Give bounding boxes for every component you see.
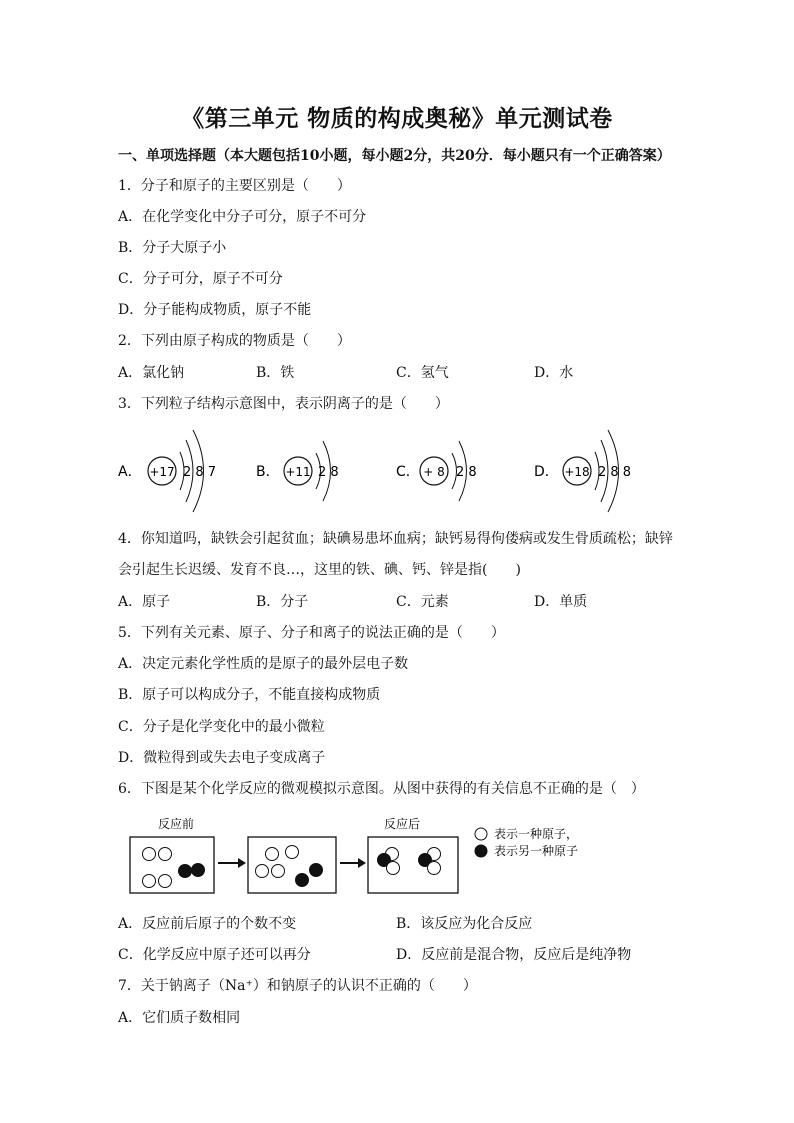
question-2-option-b[interactable]: B．铁 xyxy=(256,365,295,381)
question-1-option-d[interactable]: D．分子能构成物质，原子不能 xyxy=(118,302,312,318)
question-6-stem: 6．下图是某个化学反应的微观模拟示意图。从图中获得的有关信息不正确的是（ ） xyxy=(118,781,645,797)
question-4-option-b[interactable]: B．分子 xyxy=(256,594,309,610)
question-5-option-b[interactable]: B．原子可以构成分子，不能直接构成物质 xyxy=(118,687,381,703)
atom-c-letter: C． xyxy=(396,464,420,480)
question-4-option-a[interactable]: A．原子 xyxy=(118,594,171,610)
atom-diagram-b[interactable] xyxy=(256,441,339,501)
atom-diagram-a[interactable] xyxy=(118,430,216,512)
question-6-option-b[interactable]: B．该反应为化合反应 xyxy=(396,916,533,932)
atom-d-nucleus: +18 xyxy=(564,465,590,479)
atom-a-shells: 2 8 7 xyxy=(183,465,217,480)
question-6-option-a[interactable]: A．反应前后原子的个数不变 xyxy=(118,916,297,932)
page-title: 《第三单元 物质的构成奥秘》单元测试卷 xyxy=(181,105,613,132)
question-5-stem: 5．下列有关元素、原子、分子和离子的说法正确的是（ ） xyxy=(118,625,505,641)
reaction-diagram xyxy=(0,812,794,902)
question-6-option-d[interactable]: D．反应前是混合物，反应后是纯净物 xyxy=(396,947,632,963)
atom-diagram-c[interactable] xyxy=(396,441,477,501)
atom-d-shells: 2 8 8 xyxy=(598,465,632,480)
question-2-stem: 2．下列由原子构成的物质是（ ） xyxy=(118,333,351,349)
atom-a-letter: A． xyxy=(118,464,142,480)
question-2-option-a[interactable]: A．氯化钠 xyxy=(118,365,185,381)
question-7-option-a[interactable]: A．它们质子数相同 xyxy=(118,1010,241,1026)
atom-b-shells: 2 8 xyxy=(318,465,339,480)
reaction-box-before xyxy=(130,837,214,893)
question-4-stem-line1: 4．你知道吗，缺铁会引起贫血；缺碘易患坏血病；缺钙易得佝偻病或发生骨质疏松；缺锌 xyxy=(118,531,673,547)
label-after-reaction: 反应后 xyxy=(383,817,421,831)
question-1-stem: 1．分子和原子的主要区别是（ ） xyxy=(118,178,351,194)
atom-a-nucleus: +17 xyxy=(149,465,175,479)
atom-c-nucleus: + 8 xyxy=(423,465,445,479)
question-4-stem-line2: 会引起生长迟缓、发育不良…，这里的铁、碘、钙、锌是指( ) xyxy=(118,562,521,578)
atom-diagram-d[interactable] xyxy=(534,430,631,512)
question-1-option-a[interactable]: A．在化学变化中分子可分，原子不可分 xyxy=(118,209,367,225)
question-5-option-c[interactable]: C．分子是化学变化中的最小微粒 xyxy=(118,719,325,735)
question-3-stem: 3．下列粒子结构示意图中，表示阴离子的是（ ） xyxy=(118,396,449,412)
atom-c-shells: 2 8 xyxy=(456,465,477,480)
reaction-box-after xyxy=(368,837,458,893)
section-heading: 一、单项选择题（本大题包括10小题，每小题2分，共20分．每小题只有一个正确答案） xyxy=(118,148,671,164)
reaction-legend xyxy=(475,827,578,858)
question-6-option-c[interactable]: C．化学反应中原子还可以再分 xyxy=(118,947,311,963)
question-1-option-c[interactable]: C．分子可分，原子不可分 xyxy=(118,271,283,287)
question-4-option-d[interactable]: D．单质 xyxy=(534,594,588,610)
atom-b-letter: B． xyxy=(256,464,280,480)
reaction-box-middle xyxy=(248,837,336,893)
question-7-stem: 7．关于钠离子（Na⁺）和钠原子的认识不正确的（ ） xyxy=(118,978,477,994)
question-2-option-c[interactable]: C．氢气 xyxy=(396,365,449,381)
arrow-icon xyxy=(218,858,246,868)
arrow-icon xyxy=(340,858,366,868)
atom-structure-diagrams xyxy=(0,420,794,525)
question-1-option-b[interactable]: B．分子大原子小 xyxy=(118,240,227,256)
legend-black-atom: 表示另一种原子 xyxy=(494,844,579,858)
question-5-option-d[interactable]: D．微粒得到或失去电子变成离子 xyxy=(118,750,326,766)
question-2-option-d[interactable]: D．水 xyxy=(534,365,574,381)
question-5-option-a[interactable]: A．决定元素化学性质的是原子的最外层电子数 xyxy=(118,656,409,672)
atom-d-letter: D． xyxy=(534,464,559,480)
label-before-reaction: 反应前 xyxy=(157,817,195,831)
question-4-option-c[interactable]: C．元素 xyxy=(396,594,449,610)
legend-white-atom: 表示一种原子， xyxy=(494,827,579,841)
atom-b-nucleus: +11 xyxy=(285,465,311,479)
